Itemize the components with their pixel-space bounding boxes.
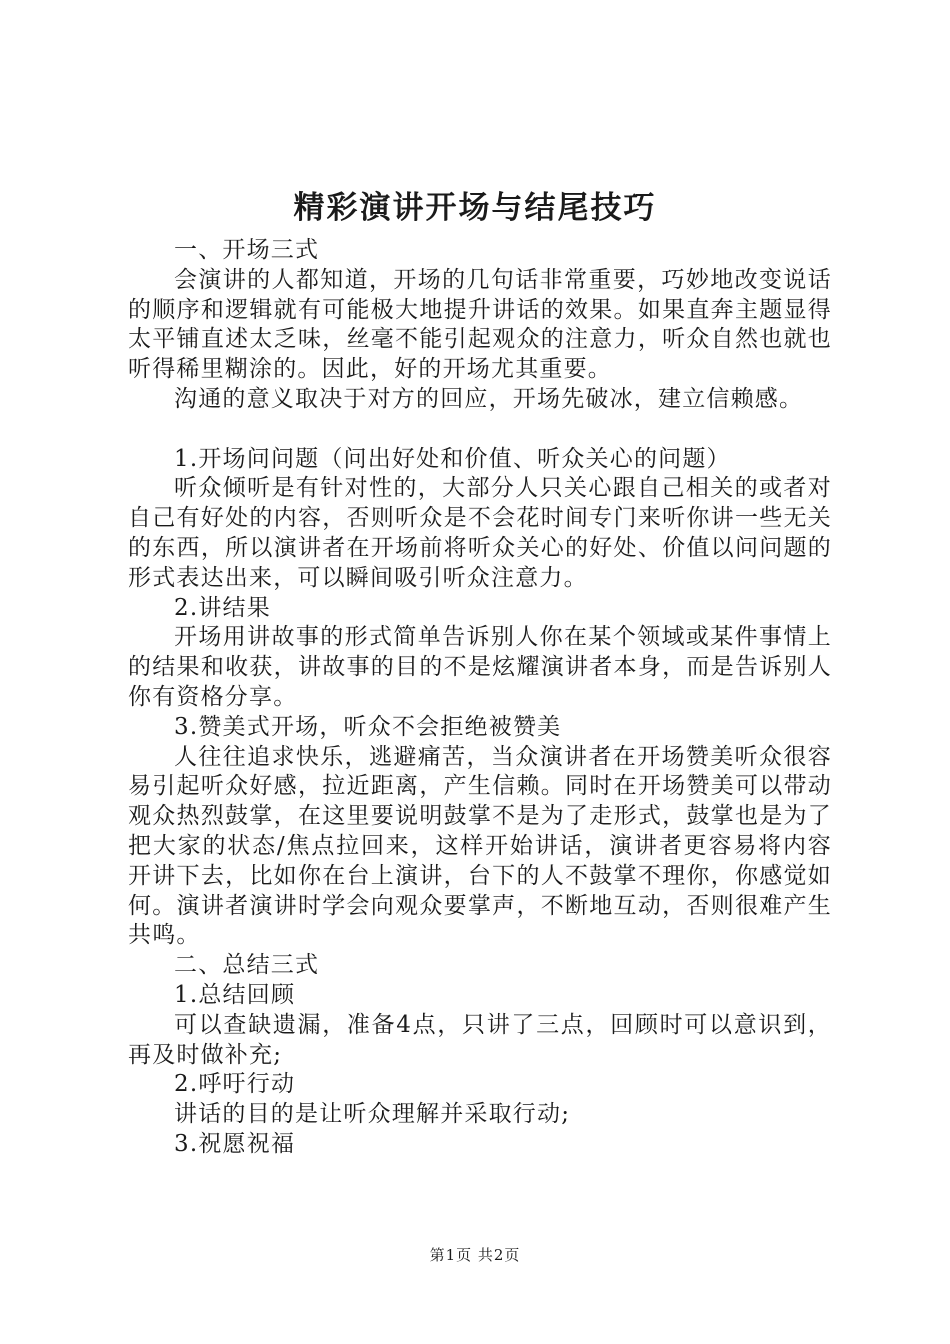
section-heading-opening: 一、开场三式 xyxy=(174,237,320,263)
paragraph-ask-questions: 听众倾听是有针对性的，大部分人只关心跟自己相关的或者对自己有好处的内容，否则听众是不会花时间专门来听你讲一些无关的东西，所以演讲者在开场前将听众关心的好处、价值以问问题的形式表达出来，可以瞬间吸引听众注意力。 xyxy=(128,475,832,591)
document-body xyxy=(128,236,832,1160)
paragraph-review: 可以查缺遗漏，准备4点，只讲了三点，回顾时可以意识到，再及时做补充; xyxy=(128,1011,832,1068)
paragraph-call-to-action: 讲话的目的是让听众理解并采取行动; xyxy=(174,1101,571,1128)
section-heading-closing: 二、总结三式 xyxy=(174,952,320,979)
blank-line xyxy=(128,415,832,445)
subheading-praise-opening: 3.赞美式开场，听众不会拒绝被赞美 xyxy=(174,713,562,740)
subheading-call-to-action: 2.呼吁行动 xyxy=(174,1071,296,1098)
subheading-review: 1.总结回顾 xyxy=(174,981,296,1008)
page-footer: 第1页 共2页 xyxy=(429,1246,521,1264)
paragraph-tell-results: 开场用讲故事的形式简单告诉别人你在某个领域或某件事情上的结果和收获，讲故事的目的不是炫耀演讲者本身，而是告诉别人你有资格分享。 xyxy=(128,624,832,710)
paragraph-communication: 沟通的意义取决于对方的回应，开场先破冰，建立信赖感。 xyxy=(174,385,804,412)
page-title: 精彩演讲开场与结尾技巧 xyxy=(293,190,657,226)
subheading-ask-questions: 1.开场问问题（问出好处和价值、听众关心的问题） xyxy=(174,445,731,472)
paragraph-intro: 会演讲的人都知道，开场的几句话非常重要，巧妙地改变说话的顺序和逻辑就有可能极大地提升讲话的效果。如果直奔主题显得太平铺直述太乏味，丝毫不能引起观众的注意力，听众自然也就也听得稀里糊涂的。因此，好的开场尤其重要。 xyxy=(128,266,832,383)
subheading-blessing: 3.祝愿祝福 xyxy=(174,1130,296,1157)
paragraph-praise-opening: 人往往追求快乐，逃避痛苦，当众演讲者在开场赞美听众很容易引起听众好感，拉近距离，产生信赖。同时在开场赞美可以带动观众热烈鼓掌，在这里要说明鼓掌不是为了走形式，鼓掌也是为了把大家的状态/焦点拉回来，这样开始讲话，演讲者更容易将内容开讲下去，比如你在台上演讲，台下的人不鼓掌不理你，你感觉如何。演讲者演讲时学会向观众要掌声，不断地互动，否则很难产生共鸣。 xyxy=(128,743,832,949)
subheading-tell-results: 2.讲结果 xyxy=(174,594,271,621)
